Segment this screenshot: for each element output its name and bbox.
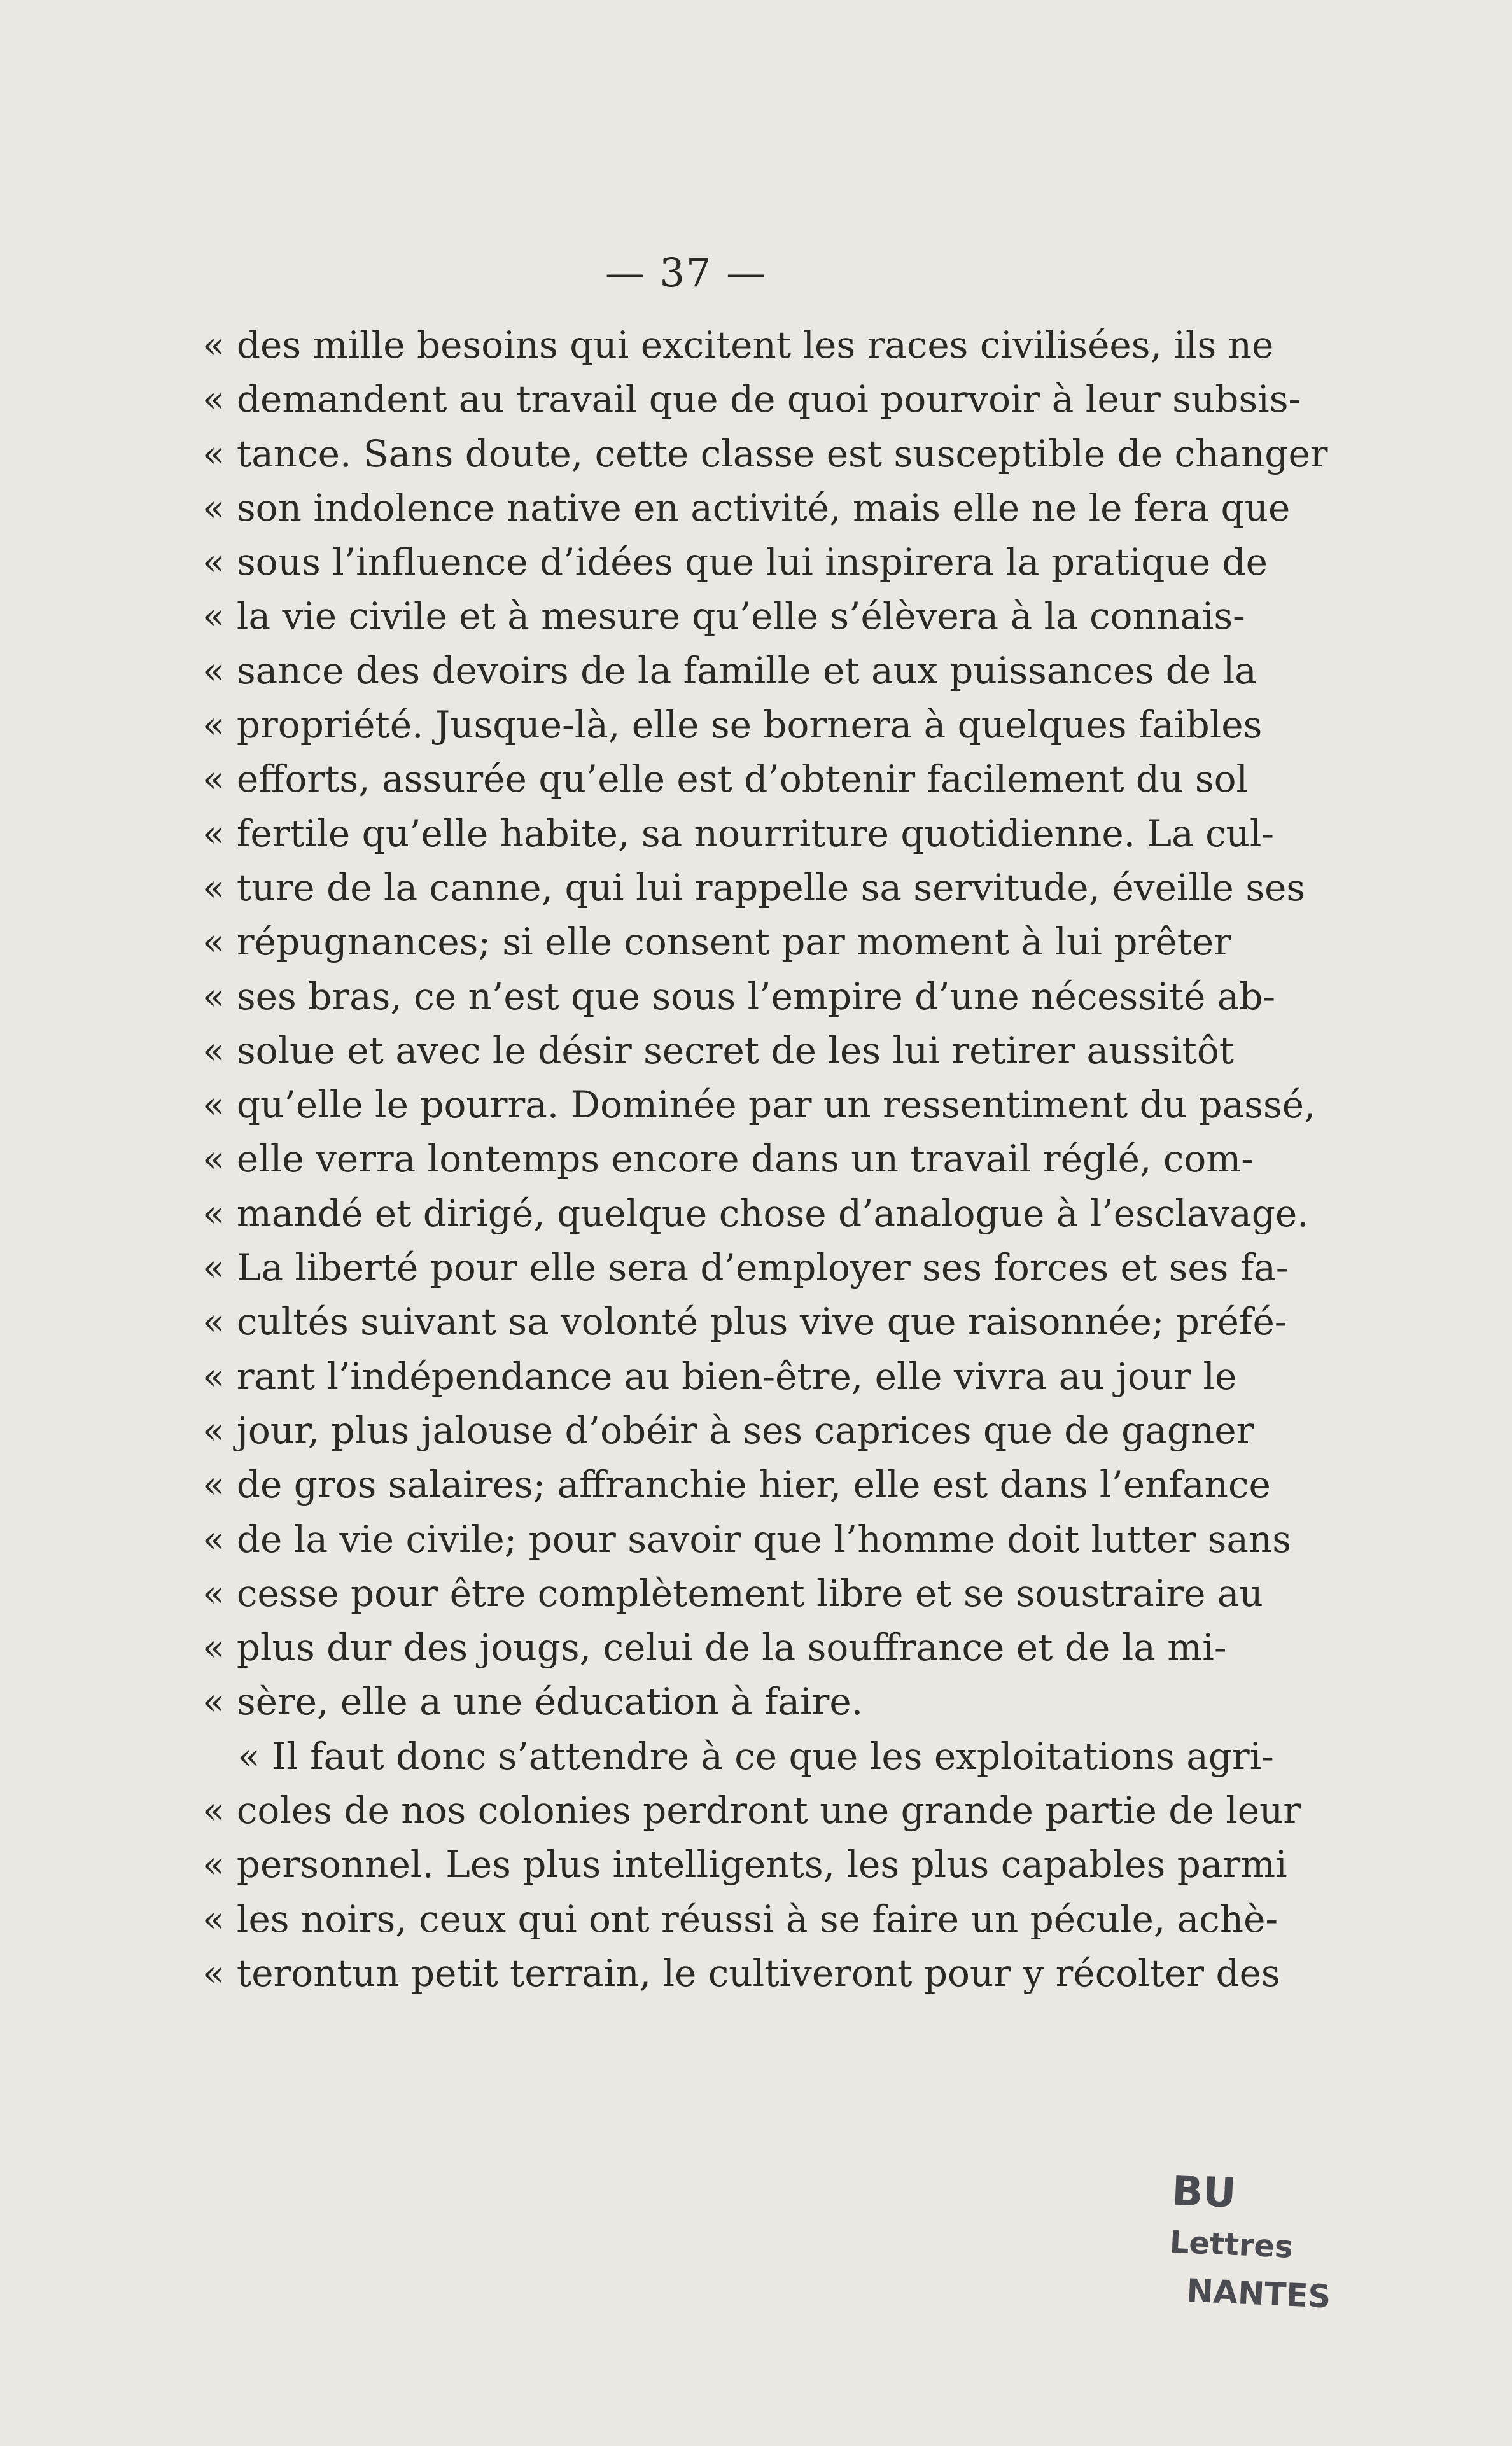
text-line: « personnel. Les plus intelligents, les plus capables parmi [202,1843,1287,1887]
text-line: « ses bras, ce n’est que sous l’empire d’une nécessité ab- [202,974,1276,1018]
text-line: « elle verra lontemps encore dans un travail réglé, com- [202,1137,1254,1181]
body-text [202,318,1328,2001]
text-line: « coles de nos colonies perdront une grande partie de leur [202,1789,1301,1833]
text-line: « sère, elle a une éducation à faire. [202,1680,864,1724]
library-stamp [1166,2167,1363,2319]
text-line: « sance des devoirs de la famille et aux puissances de la [202,648,1257,692]
text-line: « plus dur des jougs, celui de la souffrance et de la mi- [202,1626,1227,1670]
text-line: « sous l’influence d’idées que lui inspirera la pratique de [202,540,1268,584]
text-line: « des mille besoins qui excitent les races civilisées, ils ne [202,323,1274,367]
text-line: « cultés suivant sa volonté plus vive que raisonnée; préfé- [202,1300,1287,1344]
page-number: — 37 — [605,249,767,296]
text-line: « cesse pour être complètement libre et se soustraire au [202,1571,1263,1615]
text-line: « Il faut donc s’attendre à ce que les exploitations agri- [202,1734,1274,1778]
text-line: « solue et avec le désir secret de les lui retirer aussitôt [202,1028,1235,1072]
text-line: « fertile qu’elle habite, sa nourriture quotidienne. La cul- [202,811,1275,855]
stamp-lettres: Lettres [1168,2224,1294,2265]
text-line: « mandé et dirigé, quelque chose d’analogue à l’esclavage. [202,1191,1309,1235]
stamp-bu: BU [1170,2167,1237,2218]
text-line: « jour, plus jalouse d’obéir à ses caprices que de gagner [202,1408,1254,1452]
text-line: « les noirs, ceux qui ont réussi à se faire un pécule, achè- [202,1897,1278,1941]
text-line: « demandent au travail que de quoi pourvoir à leur subsis- [202,377,1301,421]
stamp-nantes: NANTES [1186,2272,1332,2316]
text-line: « La liberté pour elle sera d’employer ses forces et ses fa- [202,1246,1289,1290]
text-line: « ture de la canne, qui lui rappelle sa servitude, éveille ses [202,865,1306,909]
text-line: « propriété. Jusque-là, elle se bornera à quelques faibles [202,703,1263,747]
text-line: « qu’elle le pourra. Dominée par un ressentiment du passé, [202,1083,1316,1127]
text-line: « rant l’indépendance au bien-être, elle vivra au jour le [202,1354,1237,1398]
text-line: « terontun petit terrain, le cultiveront pour y récolter des [202,1951,1280,1995]
text-line: « son indolence native en activité, mais elle ne le fera que [202,486,1291,529]
text-line: « efforts, assurée qu’elle est d’obtenir facilement du sol [202,757,1249,801]
text-line: « tance. Sans doute, cette classe est susceptible de changer [202,431,1328,475]
text-line: « répugnances; si elle consent par moment à lui prêter [202,920,1231,964]
text-line: « la vie civile et à mesure qu’elle s’élèvera à la connais- [202,594,1245,638]
text-line: « de la vie civile; pour savoir que l’homme doit lutter sans [202,1517,1292,1561]
text-line: « de gros salaires; affranchie hier, elle est dans l’enfance [202,1463,1271,1507]
